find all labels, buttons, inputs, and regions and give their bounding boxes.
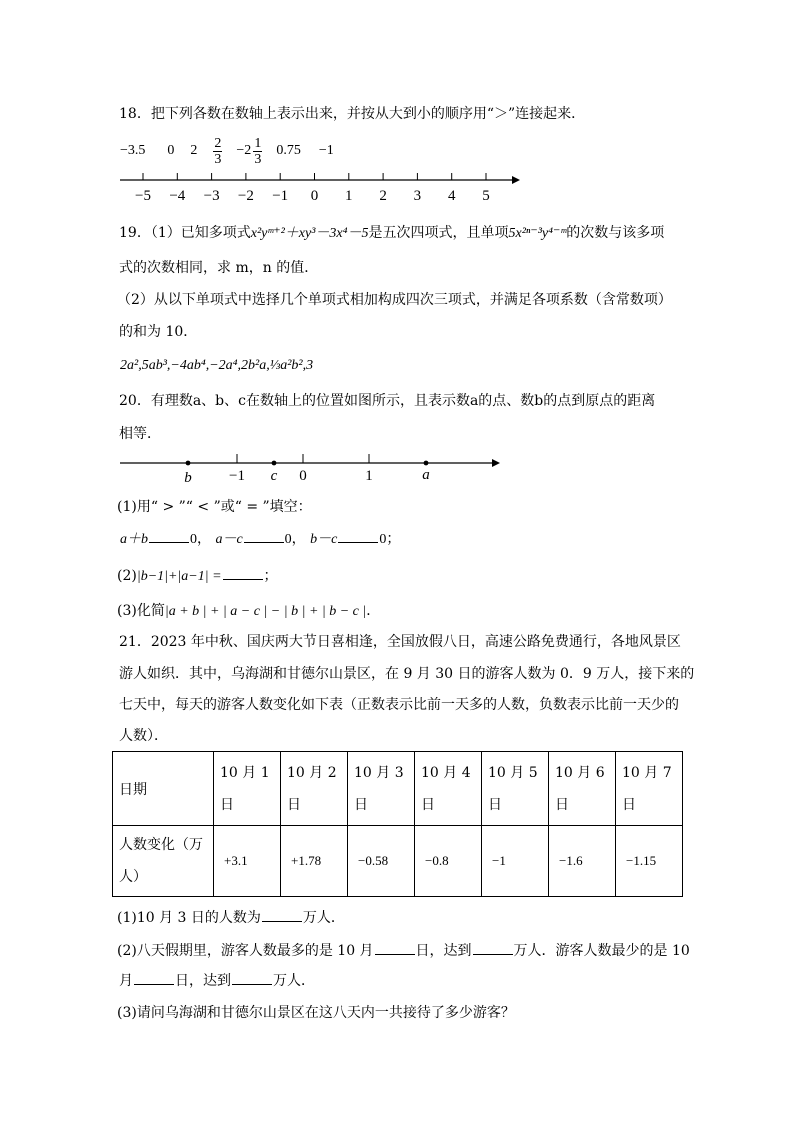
axis-tick-label: −2 — [237, 188, 254, 204]
q21-part1: (1)10 月 3 日的人数为 万人． — [117, 907, 345, 928]
q19-part1-line1: 19．（1）已知多项式x²yᵐ⁺²＋xy³－3x⁴－5是五次四项式，且单项5x²ⁿ⁻³y⁴⁻ᵐ的次数与该多项 — [119, 225, 665, 241]
q21-line1: 21．2023 年中秋、国庆两大节日喜相逢，全国放假八日，高速公路免费通行，各地风景区 — [119, 634, 681, 650]
table-change-cell: +3.1 — [214, 826, 281, 897]
axis-tick-label: 0 — [310, 188, 319, 204]
q21-part2-line1: (2)八天假期里，游客人数最多的是 10 月 日，达到 万人．游客人数最少的是 10 — [117, 940, 690, 961]
q19-polynomial: x²yᵐ⁺²＋xy³－3x⁴－5 — [250, 226, 369, 241]
table-date-cell: 10 月 4 日 — [415, 752, 482, 826]
axis-tick-label: 1 — [345, 188, 353, 204]
axis-tick-label: 2 — [379, 188, 387, 204]
label-zero: 0 — [299, 468, 307, 484]
q19-part2-line1: （2）从以下单项式中选择几个单项式相加构成四次三项式，并满足各项系数（含常数项） — [117, 292, 672, 308]
q19-part2-line2: 的和为 10． — [119, 324, 198, 340]
q20-part1-blanks: a＋b 0， a－c 0， b－c 0； — [120, 528, 400, 550]
q18-number: −1 — [318, 143, 334, 158]
q20-part2-expression: |b−1|+|a−1| = — [136, 569, 222, 584]
axis-tick-label: 4 — [447, 188, 456, 204]
q18-title: 18．把下列各数在数轴上表示出来，并按从大到小的顺序用“＞”连接起来． — [119, 106, 586, 122]
q21-line2: 游人如织．其中，乌海湖和甘德尔山景区，在 9 月 30 日的游客人数为 0．9 万人，接下来的 — [119, 666, 695, 682]
axis-arrow-icon — [492, 459, 500, 467]
table-change-cell: −0.58 — [348, 826, 415, 897]
q20-number-line — [110, 446, 510, 486]
q19-monomial-list: 2a²,5ab³,−4ab⁴,−2a⁴,2b²a,⅓a²b²,3 — [120, 358, 314, 373]
q18-number: 2 — [190, 143, 198, 158]
axis-tick-label: −4 — [169, 188, 186, 204]
q20-part2: (2)|b−1|+|a−1| = ； — [117, 565, 278, 587]
table-change-cell: −1 — [482, 826, 549, 897]
answer-blank[interactable] — [149, 528, 189, 543]
answer-blank[interactable] — [244, 528, 284, 543]
table-date-cell: 10 月 5 日 — [482, 752, 549, 826]
axis-arrow-icon — [512, 176, 520, 184]
label-b: b — [184, 470, 192, 486]
axis-tick-label: −3 — [203, 188, 220, 204]
table-change-cell: −0.8 — [415, 826, 482, 897]
axis-tick-label: −1 — [272, 188, 289, 204]
table-row-label-cell: 人数变化（万 人） — [113, 826, 214, 897]
table-header-cell: 日期 — [113, 752, 214, 826]
answer-blank[interactable] — [262, 907, 302, 922]
table-row — [113, 826, 683, 897]
q18-mixed-number-fraction: $\frac{1}{3}$ — [254, 135, 262, 167]
table-date-cell: 10 月 3 日 — [348, 752, 415, 826]
q18-number: 0 — [167, 143, 175, 158]
answer-blank[interactable] — [223, 565, 263, 580]
table-date-cell: 10 月 7 日 — [616, 752, 683, 826]
label-one: 1 — [365, 468, 373, 484]
q20-line1: 20．有理数a、b、c在数轴上的位置如图所示，且表示数a的点、数b的点到原点的距离 — [119, 393, 656, 409]
q21-part3: (3)请问乌海湖和甘德尔山景区在这八天内一共接待了多少游客？ — [117, 1005, 515, 1021]
point-a — [424, 461, 429, 466]
table-date-cell: 10 月 2 日 — [281, 752, 348, 826]
answer-blank[interactable] — [232, 970, 272, 985]
label-c: c — [270, 468, 278, 484]
q18-mixed-number-whole: −2 — [236, 143, 252, 158]
table-row — [113, 752, 683, 826]
table-change-cell: −1.6 — [549, 826, 616, 897]
q18-number: 0.75 — [276, 143, 301, 158]
q21-line4: 人数）． — [119, 728, 168, 744]
q18-number-list — [120, 134, 334, 168]
q18-fraction-two-thirds: $\frac{2}{3}$ — [214, 135, 222, 167]
axis-tick-label: 5 — [482, 188, 490, 204]
table-date-cell: 10 月 1 日 — [214, 752, 281, 826]
q20-part3-expression: |a + b | + | a − c | − | b | + | b − c | — [164, 604, 367, 619]
label-a: a — [422, 467, 430, 483]
answer-blank[interactable] — [473, 940, 513, 955]
label-neg1: −1 — [229, 468, 245, 484]
q20-part3: (3)化简|a + b | + | a − c | − | b | + | b − c |． — [117, 603, 381, 619]
table-change-cell: −1.15 — [616, 826, 683, 897]
q18-number: −3.5 — [120, 143, 146, 158]
q21-visitor-table — [112, 751, 683, 897]
q18-number-line — [110, 170, 530, 206]
answer-blank[interactable] — [338, 528, 378, 543]
q19-monomial: 5x²ⁿ⁻³y⁴⁻ᵐ — [508, 226, 567, 241]
table-change-cell: +1.78 — [281, 826, 348, 897]
answer-blank[interactable] — [375, 940, 415, 955]
q19-part1-line2: 式的次数相同，求 m，n 的值． — [119, 260, 319, 276]
point-b — [186, 461, 191, 466]
point-c — [272, 461, 277, 466]
axis-tick-label: 3 — [413, 188, 422, 204]
q20-line2: 相等． — [119, 426, 161, 442]
axis-tick-label: −5 — [135, 188, 151, 204]
q21-line3: 七天中，每天的游客人数变化如下表（正数表示比前一天多的人数，负数表示比前一天少的 — [119, 697, 679, 713]
q20-part1: (1)用“ > ”“ < ”或“ = ”填空： — [117, 499, 312, 515]
answer-blank[interactable] — [134, 970, 174, 985]
table-date-cell: 10 月 6 日 — [549, 752, 616, 826]
q21-part2-line2: 月 日，达到 万人． — [119, 970, 315, 991]
